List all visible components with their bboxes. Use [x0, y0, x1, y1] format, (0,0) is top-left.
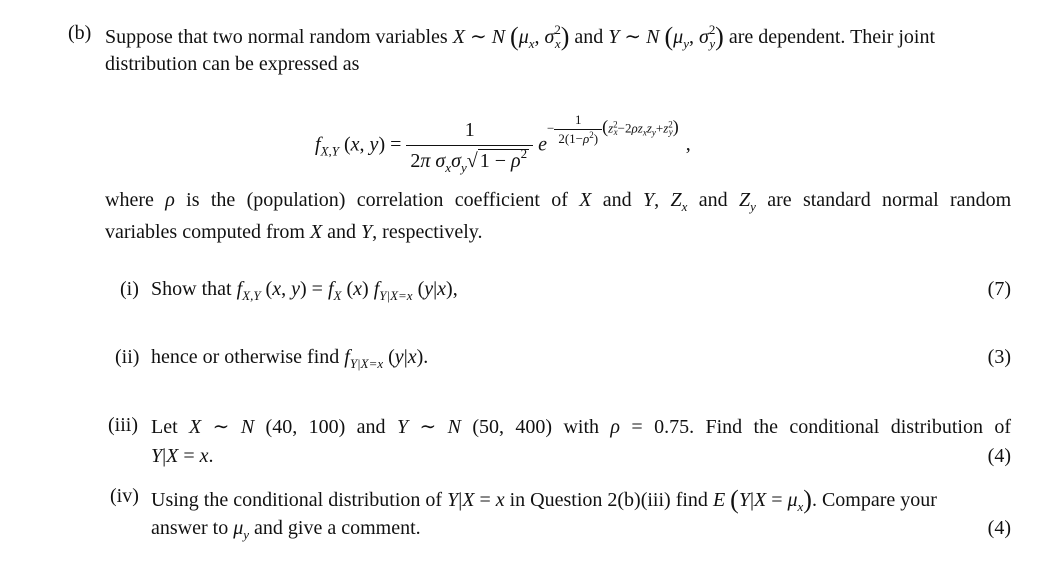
part-iv-label: (iv) [110, 485, 139, 507]
exponent: − $\frac{1}{2(1-\rho^2)}$ $(z^2_x-2\rho z_xz_y+z^2_y)$ [546, 112, 679, 146]
part-ii-text: hence or otherwise find $f_{Y|X=x}$ (y|x). [151, 346, 429, 371]
part-iv-marks: (4) [987, 517, 1011, 539]
part-i-text: Show that $f_{X,Y}$ (x, $y) = f_X$ (x) $f_{Y|X=x}$ (y|x), [151, 278, 458, 303]
question-label: (b) [68, 22, 92, 44]
part-iii-line-2: Y|X = x. [151, 445, 214, 467]
where-line-1: where ρ is the (population) correlation coefficient of X and Y, $Z_x$ and $Z_y$ are standard normal random [105, 189, 1012, 214]
part-iii-marks: (4) [987, 445, 1011, 467]
intro-line-2: distribution can be expressed as [105, 53, 360, 75]
part-i-marks: (7) [987, 278, 1011, 300]
density-fraction: $\frac{1}{2\pi \sigma_x\sigma_y√ 1 - \rho^2}$ [406, 119, 533, 173]
part-iii-label: (iii) [108, 414, 138, 436]
intro-line-1: Suppose that two normal random variables X ∼ N ($\mu_x$, $\sigma^2_x$) and Y ∼ N ($\mu_y$, $\sigma^2_y$) are dependent. Their joint [105, 22, 936, 51]
part-i-label: (i) [120, 278, 139, 300]
part-ii-label: (ii) [115, 346, 140, 368]
part-ii-marks: (3) [987, 346, 1011, 368]
part-iv-line-1: Using the conditional distribution of Y|X = x in Question 2(b)(iii) find E $(Y|X = \mu_x)$. Compare your [151, 485, 937, 514]
part-iv-line-2: answer to $\mu_y$ and give a comment. [151, 517, 421, 542]
where-line-2: variables computed from X and Y, respectively. [105, 221, 483, 243]
joint-density-formula: $f_{X,Y}$ (x, y) = $\frac{1}{2\pi \sigma_x\sigma_y√ 1 - \rho^2}$ e− $\frac{1}{2(1-\rho^2)}$ $(z^2_x-2\rho z_xz_y+z^2_y)$ , [315, 112, 691, 175]
part-iii-line-1: Let X ∼ N (40, 100) and Y ∼ N (50, 400) with ρ = 0.75. Find the conditional distribution of [151, 416, 1012, 438]
